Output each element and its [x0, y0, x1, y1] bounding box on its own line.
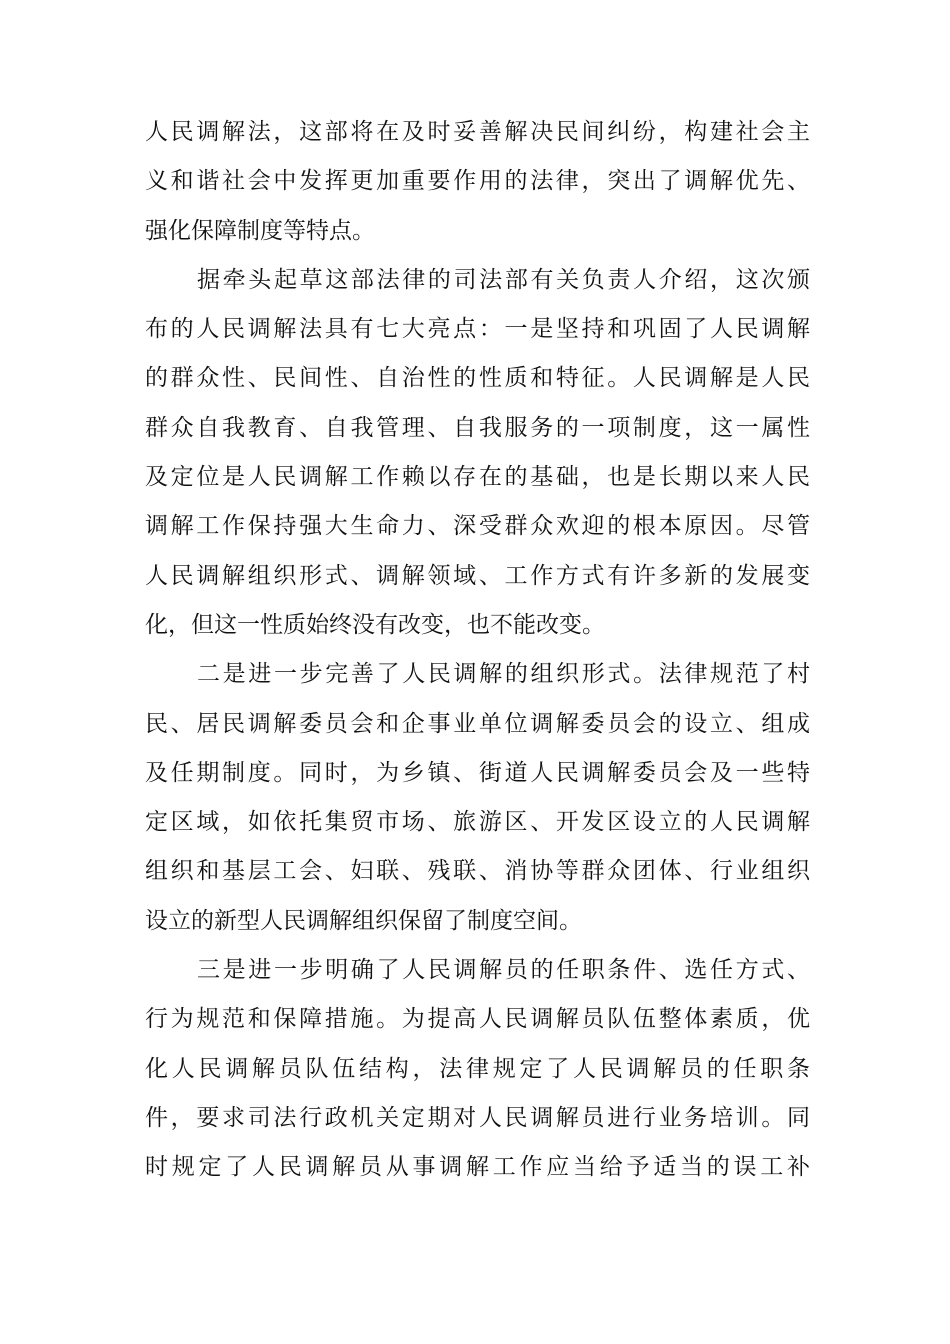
- text-line: 二是进一步完善了人民调解的组织形式。法律规范了村: [197, 661, 810, 688]
- text-line: 布的人民调解法具有七大亮点：一是坚持和巩固了人民调解: [145, 316, 810, 343]
- text-line: 义和谐社会中发挥更加重要作用的法律，突出了调解优先、: [145, 168, 810, 195]
- text-line: 的群众性、民间性、自治性的性质和特征。人民调解是人民: [145, 365, 810, 392]
- paragraph-1: [145, 108, 810, 256]
- text-line: 调解工作保持强大生命力、深受群众欢迎的根本原因。尽管: [145, 513, 810, 540]
- text-line: 及定位是人民调解工作赖以存在的基础，也是长期以来人民: [145, 464, 810, 491]
- paragraph-2: [145, 256, 810, 650]
- text-line: 行为规范和保障措施。为提高人民调解员队伍整体素质，优: [145, 1006, 810, 1033]
- text-line: 群众自我教育、自我管理、自我服务的一项制度，这一属性: [145, 414, 810, 441]
- text-line: 件，要求司法行政机关定期对人民调解员进行业务培训。同: [145, 1104, 810, 1131]
- text-line: 设立的新型人民调解组织保留了制度空间。: [145, 907, 582, 934]
- text-line: 及任期制度。同时，为乡镇、街道人民调解委员会及一些特: [145, 759, 810, 786]
- text-line: 据牵头起草这部法律的司法部有关负责人介绍，这次颁: [197, 266, 810, 293]
- text-line: 定区域，如依托集贸市场、旅游区、开发区设立的人民调解: [145, 809, 810, 836]
- text-line: 三是进一步明确了人民调解员的任职条件、选任方式、: [197, 957, 810, 984]
- paragraph-3: [145, 650, 810, 946]
- text-line: 化，但这一性质始终没有改变，也不能改变。: [145, 611, 605, 638]
- text-line: 人民调解组织形式、调解领域、工作方式有许多新的发展变: [145, 562, 810, 589]
- text-line: 组织和基层工会、妇联、残联、消协等群众团体、行业组织: [145, 858, 810, 885]
- document-body: [145, 108, 810, 1193]
- text-line: 民、居民调解委员会和企事业单位调解委员会的设立、组成: [145, 710, 810, 737]
- text-line: 强化保障制度等特点。: [145, 217, 375, 244]
- paragraph-4: [145, 946, 810, 1192]
- text-line: 人民调解法，这部将在及时妥善解决民间纠纷，构建社会主: [145, 119, 810, 145]
- text-line: 化人民调解员队伍结构，法律规定了人民调解员的任职条: [145, 1055, 810, 1082]
- text-line: 时规定了人民调解员从事调解工作应当给予适当的误工补: [145, 1154, 810, 1181]
